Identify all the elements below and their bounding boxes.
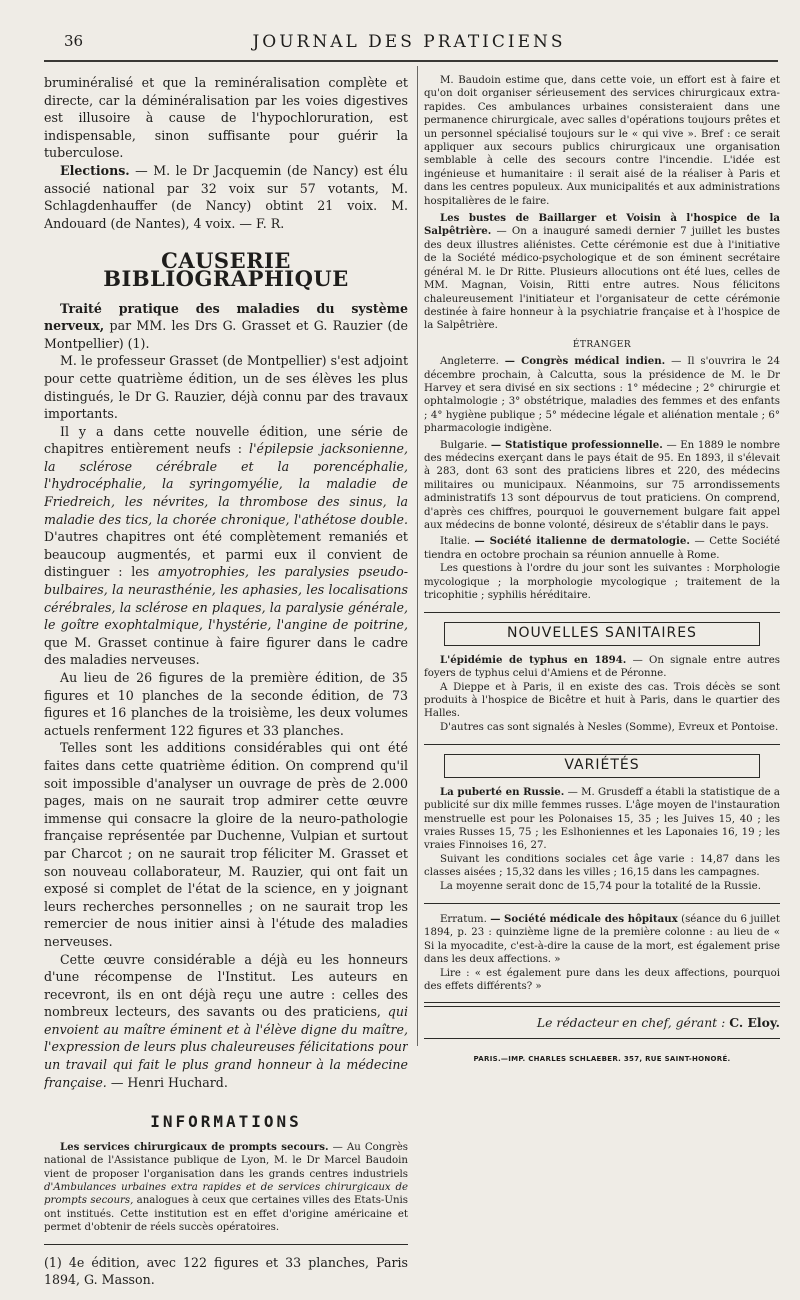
- item-text: — Il s'ouvrira le 24 décembre prochain, à Calcutta, sous la présidence de M. le Dr Harvey et sera divisé en six sections : 1° médecine ; 2° chirurgie et ophtalmologie ; 3° obstétrique, maladies des femmes et des enfants ; 4° hygiène publique ; 5° médecine légale et aliénation mentale ; 6° pharmacologie indigène.: [424, 356, 780, 435]
- text-run: Il y a dans cette nouvelle édition, une série de chapitres entièrement neufs :: [44, 423, 408, 457]
- paragraph: bruminéralisé et que la reminéralisation complète et directe, car la déminéralisation par les voies digestives est illusoire à cause de l'hypochloruration, est indispensable, sinon suffisante pour guérir la tuberculose.: [44, 75, 408, 161]
- item-text: — On a inauguré samedi dernier 7 juillet les bustes des deux illustres aliénistes. Cette cérémonie est due à l'initiative de la Société médico-psychologique et de son éminent secrétaire général M. le Dr Ritte. Plusieurs allocutions ont été lues, celles de MM. Magnan, Voisin, Ritti entre autres. Nous félicitons chaleureusement l'initiateur et l'organisateur de cette cérémonie destinée à faire honneur à la psychiatrie française et à l'hospice de la Salpêtrière.: [424, 226, 780, 332]
- paragraph: [44, 423, 408, 669]
- footnote: (1) 4e édition, avec 122 figures et 33 planches, Paris 1894, G. Masson.: [44, 1254, 408, 1287]
- item-place: Erratum.: [440, 913, 487, 925]
- printer-imprint: PARIS.—IMP. CHARLES SCHLAEBER. 357, RUE SAINT-HONORÉ.: [473, 1054, 731, 1063]
- item-place: Italie.: [440, 536, 470, 548]
- item-text: — Cette Société tiendra en octobre prochain sa réunion annuelle à Rome.: [424, 536, 780, 561]
- paragraph: D'autres cas sont signalés à Nesles (Somme), Evreux et Pontoise.: [440, 721, 779, 733]
- text-run-italic: qui envoient au maître éminent et à l'élève digne du maître, l'expression de leurs plus chaleureuses félicitations pour un travail qui fait le plus grand honneur à la médecine française.: [44, 1004, 408, 1090]
- header-rule: [44, 60, 778, 62]
- author-signature: — Henri Huchard.: [110, 1074, 228, 1090]
- item-text: — On signale entre autres foyers de typhus celui d'Amiens et de Péronne.: [424, 654, 780, 680]
- paragraph: [44, 162, 408, 232]
- text-run: — Au Congrès national de l'Assistance publique de Lyon, M. le Dr Marcel Baudoin vient de proposer l'organisation dans les grands centres industriels: [44, 1141, 408, 1180]
- signature-name: C. Eloy.: [729, 1015, 780, 1031]
- section-heading-causerie: CAUSERIE BIBLIOGRAPHIQUE: [103, 248, 349, 291]
- item-title: La puberté en Russie.: [440, 785, 565, 798]
- paragraph: Suivant les conditions sociales cet âge varie : 14,87 dans les classes aisées ; 15,32 dans les villes ; 16,15 dans les campagnes.: [424, 853, 780, 879]
- paragraph: [424, 654, 780, 681]
- paragraph: [44, 300, 408, 353]
- paragraph: Telles sont les additions considérables qui ont été faites dans cette quatrième édition. On comprend qu'il soit impossible d'analyser un ouvrage de près de 2.000 pages, mais on ne saurait trop admirer cette œuvre immense qui consacre la gloire de la neuro-pathologie française représentée par Duchenne, Vulpian et surtout par Charcot ; on ne saurait trop féliciter M. Grasset et son nouveau collaborateur, M. Rauzier, qui ont fait un exposé si complet de l'état de la science, en y joignant leurs recherches personnelles ; on ne saurait trop les remercier de nous initier ainsi à l'étude des maladies nerveuses.: [44, 740, 408, 949]
- item-title: Elections.: [60, 162, 130, 178]
- section-rule: [424, 744, 780, 745]
- signature-label: Le rédacteur en chef, gérant :: [536, 1015, 726, 1031]
- paragraph: [424, 535, 780, 562]
- paragraph: [424, 439, 780, 533]
- paragraph: [424, 212, 780, 333]
- subsection-heading-etranger: ÉTRANGER: [572, 339, 632, 350]
- double-rule: [424, 1002, 780, 1007]
- text-run-italic: d'Ambulances urbaines extra rapides et de services chirurgicaux de prompts secours,: [44, 1182, 408, 1207]
- section-rule: [424, 612, 780, 613]
- page-number: 36: [64, 32, 84, 50]
- item-text: — M. le Dr Jacquemin (de Nancy) est élu associé national par 32 voix sur 57 votants, M. Schlagdenhauffer (de Nancy) obtint 21 voix. M. Andouard (de Nantes), 4 voix. — F. R.: [44, 162, 408, 231]
- signature-rule: [424, 1038, 780, 1039]
- editor-signature: [424, 1016, 780, 1029]
- paragraph: [424, 355, 780, 435]
- section-rule: [424, 903, 780, 904]
- paragraph: A Dieppe et à Paris, il en existe des cas. Trois décès se sont produits à l'hospice de Bicêtre et huit à Paris, dans le quartier des Halles.: [424, 681, 780, 720]
- text-run: D'autres chapitres ont été complètement remaniés et beaucoup augmentés, et parmi eux il convient de distinguer : les: [44, 529, 408, 580]
- item-title: Les bustes de Baillarger et Voisin à l'hospice de la Salpêtrière.: [424, 212, 780, 238]
- paragraph: M. le professeur Grasset (de Montpellier) s'est adjoint pour cette quatrième édition, un de ses élèves les plus distingués, le Dr G. Rauzier, déjà connu par des travaux importants.: [44, 353, 408, 422]
- section-heading-informations: INFORMATIONS: [150, 1112, 302, 1132]
- text-run-italic: amyotrophies, les paralysies pseudo-bulbaires, la neurasthénie, les aphasies, les localisations cérébrales, la sclérose en plaques, la paralysie générale, le goître exophtalmique, l'hystérie, l'angine de poitrine,: [44, 564, 408, 633]
- paragraph: Au lieu de 26 figures de la première édition, de 35 figures et 10 planches de la seconde édition, de 73 figures et 16 planches de la troisième, les deux volumes actuels renferment 122 figures et 33 planches.: [44, 670, 408, 738]
- item-title: Traité pratique des maladies du système nerveux,: [44, 300, 408, 334]
- paragraph: [44, 951, 408, 1092]
- text-run-italic: l'épilepsie jacksonienne, la sclérose cérébrale et la porencéphalie, l'hydrocéphalie, la syringomyélie, la maladie de Friedreich, les névrites, la thrombose des sinus, la maladie des tics, la chorée chronique, l'athétose double.: [44, 441, 408, 527]
- text-run: Cette œuvre considérable a déjà eu les honneurs d'une récompense de l'Institut. Les auteurs en recevront, ils en ont déjà reçu une autre : celles des nombreux lecteurs, des savants ou des praticiens,: [44, 951, 408, 1020]
- item-title: — Société médicale des hôpitaux: [490, 912, 678, 925]
- paragraph: Lire : « est également pure dans les deux affections, pourquoi des effets différents? »: [424, 967, 780, 992]
- item-title: L'épidémie de typhus en 1894.: [440, 653, 627, 666]
- footnote-rule: [44, 1244, 408, 1245]
- paragraph: [424, 786, 780, 853]
- journal-title: JOURNAL DES PRATICIENS: [252, 32, 566, 52]
- paragraph: [424, 913, 780, 967]
- running-header: [40, 28, 778, 54]
- section-heading-varietes: VARIÉTÉS: [444, 754, 760, 777]
- text-run: analogues à ceux que certaines villes des Etats-Unis ont institués. Cette institution est en effet d'origine américaine et permet d'obtenir de réels succès opératoires.: [44, 1195, 408, 1234]
- item-title: — Congrès médical indien.: [504, 355, 666, 368]
- text-run: que M. Grasset continue à faire figurer dans le cadre des maladies nerveuses.: [44, 634, 408, 668]
- item-place: Bulgarie.: [440, 439, 488, 451]
- item-title: — Société italienne de dermatologie.: [474, 535, 690, 548]
- paragraph: La moyenne serait donc de 15,74 pour la totalité de la Russie.: [440, 880, 761, 892]
- paragraph: M. Baudoin estime que, dans cette voie, un effort est à faire et qu'on doit organiser sérieusement des services chirurgicaux extra-rapides. Ces ambulances urbaines consisteraient dans une permanence chirurgicale, avec salles d'opérations toujours prêtes et un personnel spécialisé toujours sur le « qui vive ». Bref : ce serait appliquer aux secours publics chirurgicaux une organisation semblable à celle des secours contre l'incendie. L'idée est ingénieuse et humanitaire : il serait aisé de la réaliser à Paris et dans les centres populeux. Aux municipalités et aux administrations hospitalières de le faire.: [424, 75, 780, 207]
- item-text: — M. Grusdeff a établi la statistique de a publicité sur dix mille femmes russes. L'âge moyen de l'instauration menstruelle est pour les Polonaises 15, 35 ; les Juives 15, 40 ; les vraies Russes 15, 75 ; les Eslhoniennes et les Laponaies 16, 19 ; les vraies Finnoises 16, 27.: [424, 786, 780, 852]
- right-column: [424, 74, 780, 1066]
- column-divider: [417, 66, 418, 1046]
- item-place: Angleterre.: [440, 356, 499, 368]
- item-text: — En 1889 le nombre des médecins exerçant dans le pays était de 95. En 1893, il s'élevait à 283, dont 63 sont des praticiens libres et 220, des médecins militaires ou municipaux. Néanmoins, sur 75 arrondissements administratifs 13 sont dépourvus de tout praticiens. On comprend, d'après ces chiffres, pourquoi le gouvernement bulgare fait appel aux médecins de bonne volonté, désireux de s'établir dans le pays.: [424, 439, 780, 531]
- paragraph: Les questions à l'ordre du jour sont les suivantes : Morphologie mycologique ; la morphologie mycologique ; traitement de la tricophitie ; syphilis héréditaire.: [424, 563, 780, 602]
- section-heading-nouvelles: NOUVELLES SANITAIRES: [444, 622, 760, 645]
- left-column: [44, 74, 408, 1300]
- item-text: (séance du 6 juillet 1894, p. 23 : quinzième ligne de la première colonne : au lieu de « Si la myocadite, c'est-à-dire la cause de la mort, est également prise dans les deux affections. »: [424, 913, 780, 966]
- item-title: — Statistique professionnelle.: [490, 438, 663, 451]
- item-title: Les services chirurgicaux de prompts secours.: [60, 1140, 329, 1153]
- item-text: par MM. les Drs G. Grasset et G. Rauzier (de Montpellier) (1).: [44, 318, 408, 351]
- paragraph: [44, 1141, 408, 1235]
